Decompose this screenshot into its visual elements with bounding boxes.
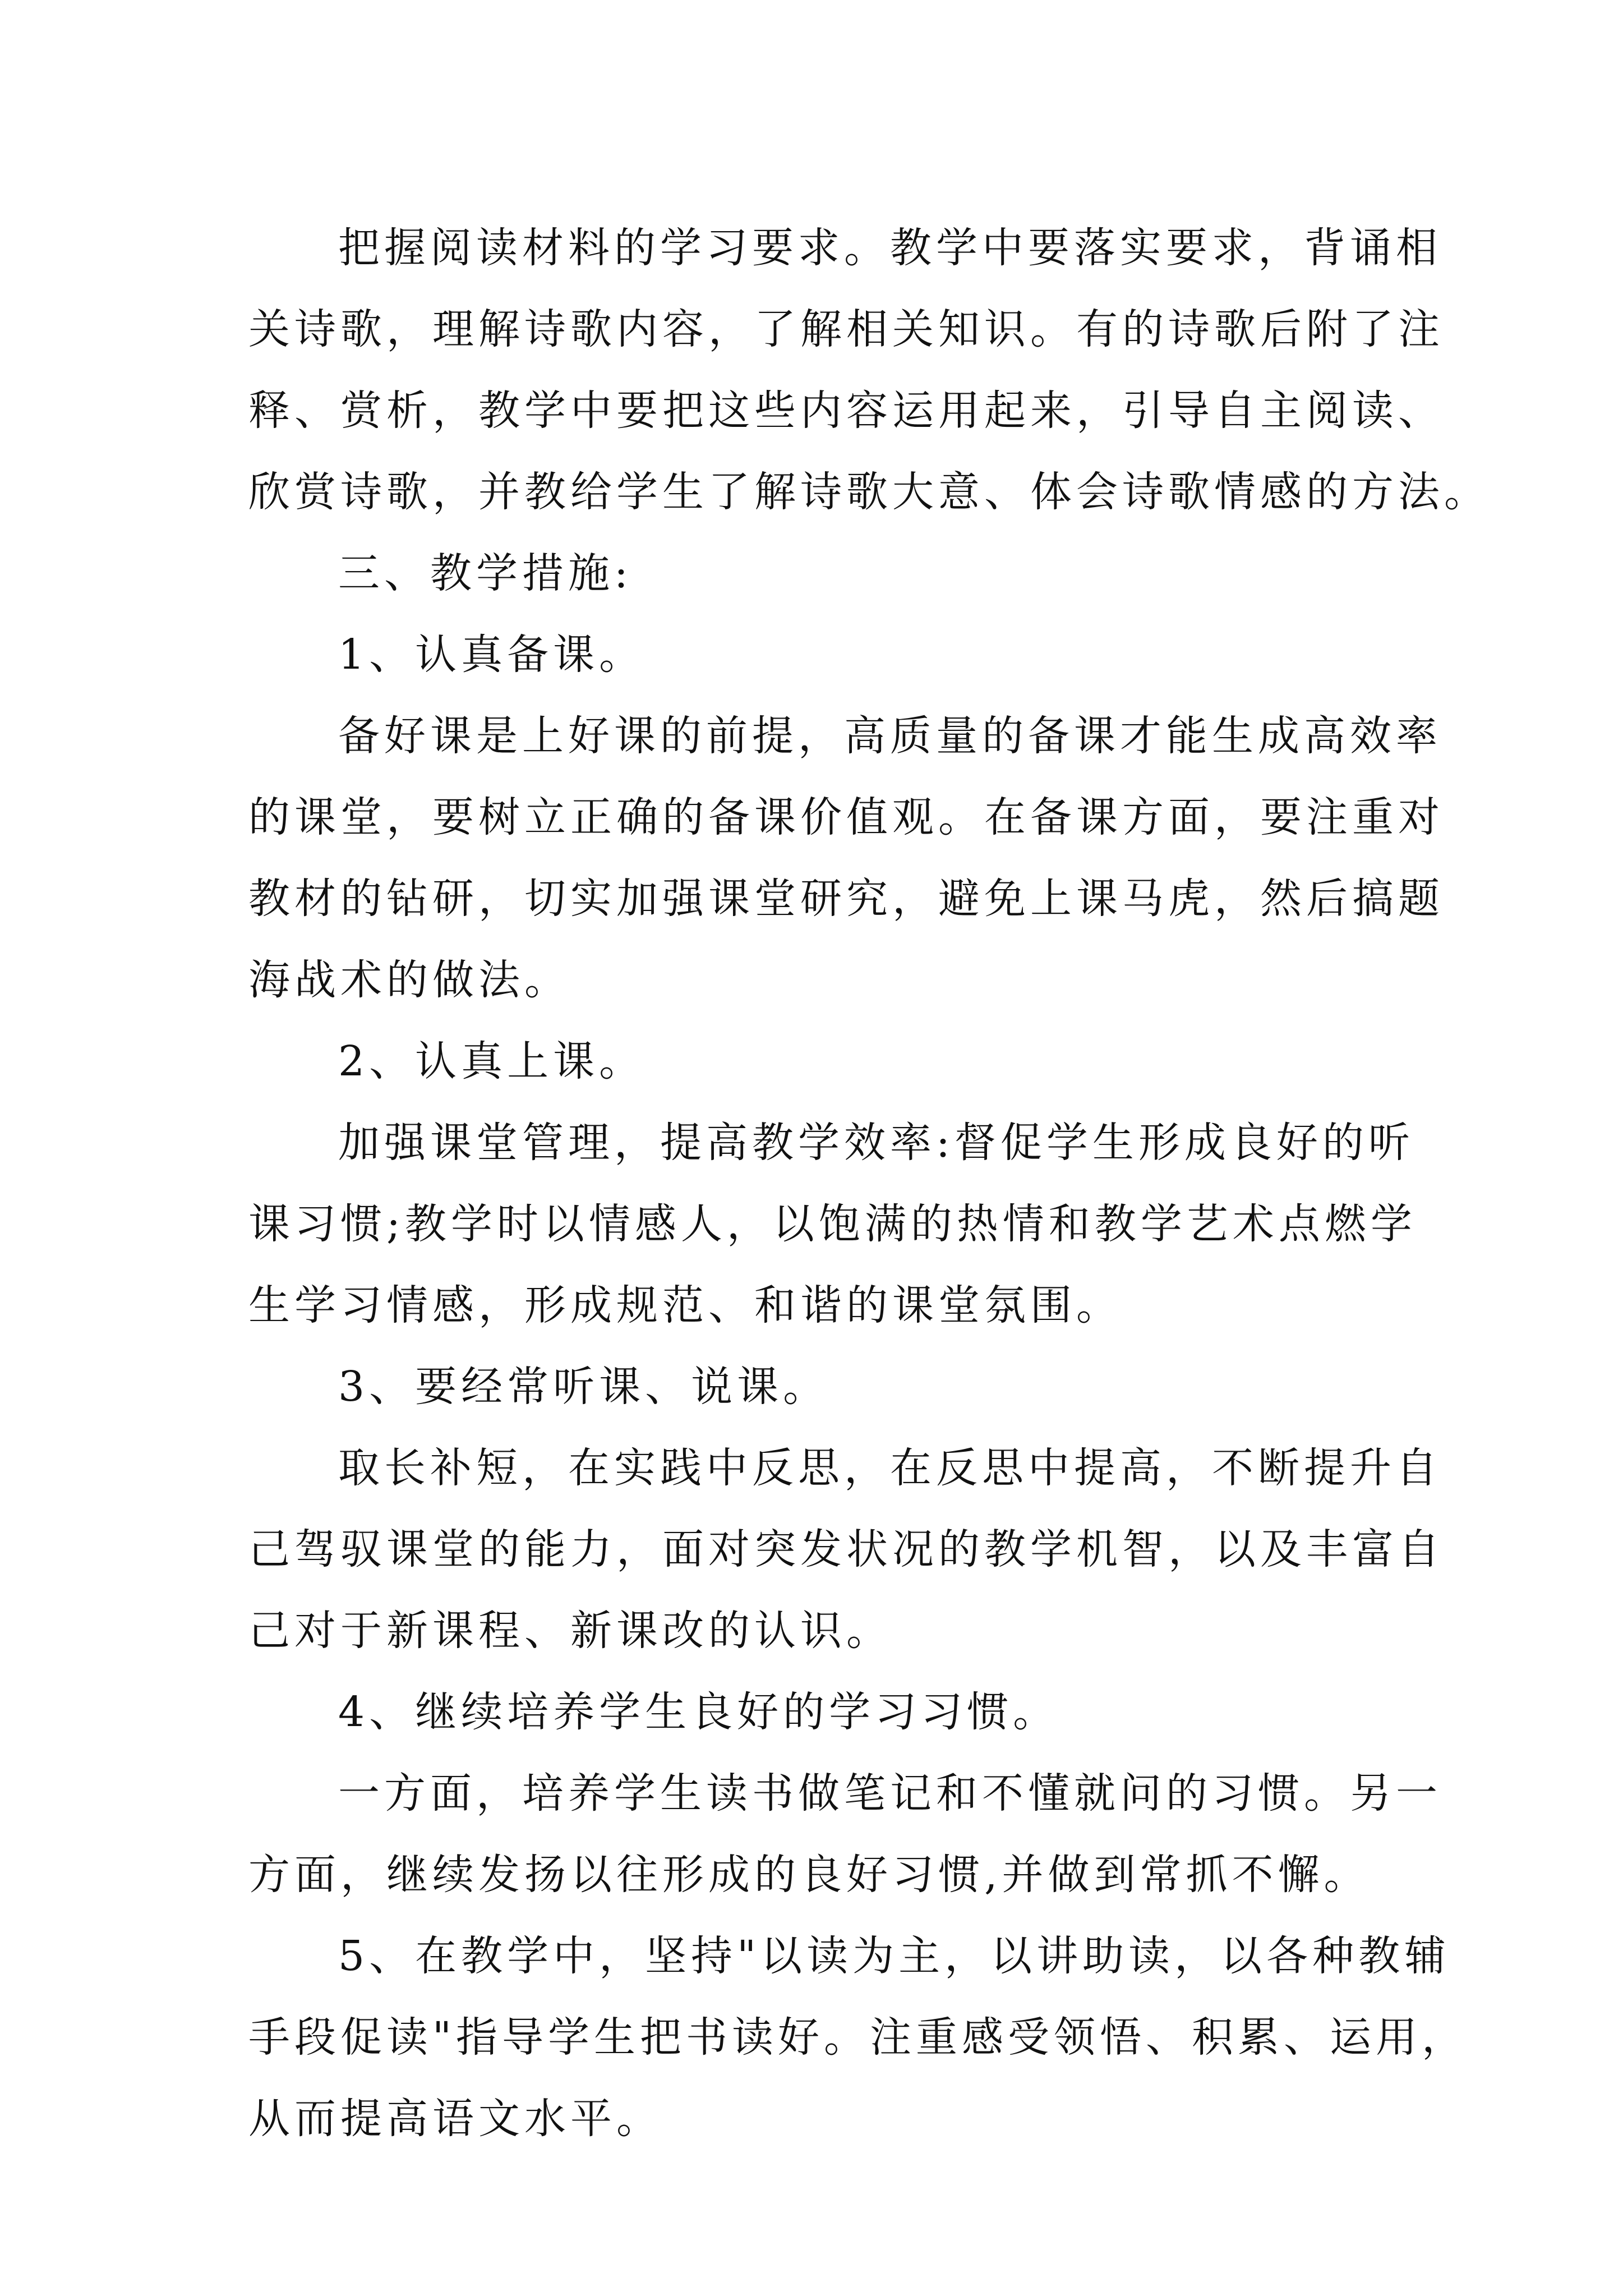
paragraph-line: 取长补短，在实践中反思，在反思中提高，不断提升自 bbox=[338, 1444, 1442, 1492]
paragraph-line: 生学习情感，形成规范、和谐的课堂氛围。 bbox=[248, 1281, 1122, 1329]
paragraph-line: 教材的钻研，切实加强课堂研究，避免上课马虎，然后搞题 bbox=[248, 875, 1444, 923]
item-heading: 4、继续培养学生良好的学习习惯。 bbox=[338, 1688, 1059, 1736]
paragraph-line: 关诗歌，理解诗歌内容，了解相关知识。有的诗歌后附了注 bbox=[248, 305, 1444, 353]
paragraph-line: 己对于新课程、新课改的认识。 bbox=[248, 1607, 892, 1655]
paragraph-line: 方面，继续发扬以往形成的良好习惯,并做到常抓不懈。 bbox=[248, 1851, 1370, 1899]
item-heading: 5、在教学中，坚持"以读为主，以讲助读，以各种教辅 bbox=[338, 1932, 1451, 1980]
paragraph-line: 海战术的做法。 bbox=[248, 956, 570, 1004]
paragraph-line: 己驾驭课堂的能力，面对突发状况的教学机智，以及丰富自 bbox=[248, 1525, 1444, 1573]
item-heading: 1、认真备课。 bbox=[338, 631, 645, 679]
paragraph-line: 加强课堂管理，提高教学效率:督促学生形成良好的听 bbox=[338, 1119, 1414, 1167]
paragraph-line: 释、赏析，教学中要把这些内容运用起来，引导自主阅读、 bbox=[248, 386, 1444, 435]
paragraph-line: 课习惯;教学时以情感人，以饱满的热情和教学艺术点燃学 bbox=[248, 1200, 1417, 1248]
paragraph-line: 一方面，培养学生读书做笔记和不懂就问的习惯。另一 bbox=[338, 1769, 1442, 1818]
body-text bbox=[248, 208, 1490, 2160]
paragraph-line: 把握阅读材料的学习要求。教学中要落实要求，背诵相 bbox=[338, 224, 1442, 272]
item-heading: 3、要经常听课、说课。 bbox=[338, 1363, 829, 1411]
item-heading: 2、认真上课。 bbox=[338, 1037, 645, 1085]
paragraph-line: 的课堂，要树立正确的备课价值观。在备课方面，要注重对 bbox=[248, 793, 1444, 841]
paragraph-line: 从而提高语文水平。 bbox=[248, 2095, 662, 2143]
section-heading: 三、教学措施: bbox=[338, 549, 633, 597]
paragraph-line: 欣赏诗歌，并教给学生了解诗歌大意、体会诗歌情感的方法。 bbox=[248, 468, 1490, 516]
paragraph-line: 备好课是上好课的前提，高质量的备课才能生成高效率 bbox=[338, 712, 1442, 760]
paragraph-line: 手段促读"指导学生把书读好。注重感受领悟、积累、运用， bbox=[248, 2013, 1468, 2062]
